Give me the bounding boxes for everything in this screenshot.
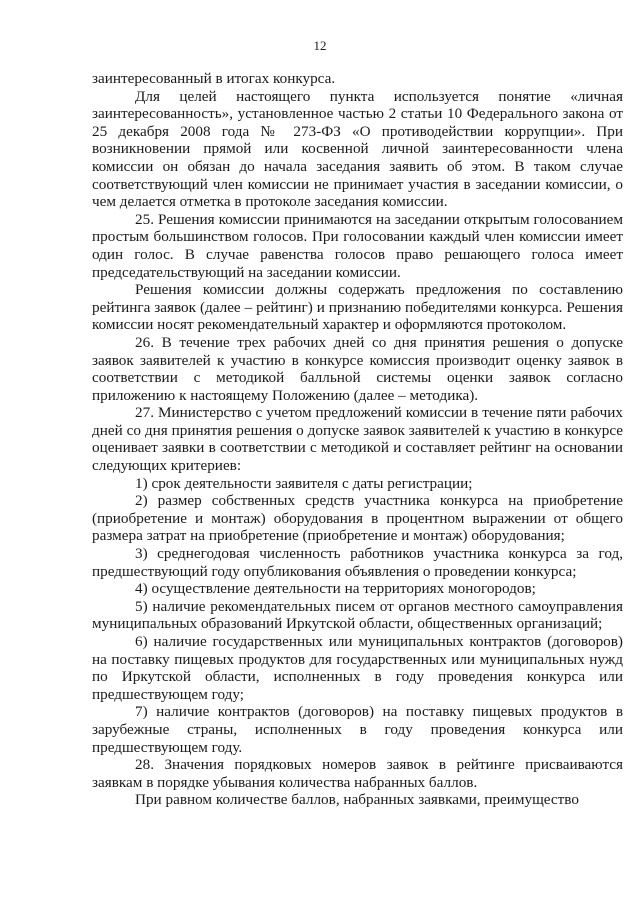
- paragraph-commission-decisions: Решения комиссии должны содержать предложения по составлению рейтинга заявок (далее – рейтинг) и признанию победителями конкурса. Решения комиссии носят рекомендательный характер и оформляются протоколом.: [92, 281, 623, 334]
- criterion-1: 1) срок деятельности заявителя с даты регистрации;: [135, 474, 473, 492]
- paragraph-item-28: 28. Значения порядковых номеров заявок в рейтинге присваиваются заявкам в порядке убывания количества набранных баллов.: [92, 756, 623, 791]
- paragraph-continuation: заинтересованный в итогах конкурса.: [92, 70, 336, 87]
- criterion-2: 2) размер собственных средств участника конкурса на приобретение (приобретение и монтаж) оборудования в процентном выражении от общего размера затрат на приобретение (приобретение и монтаж) оборудования;: [92, 492, 623, 545]
- page-number: 12: [313, 38, 327, 53]
- document-body: [92, 70, 623, 809]
- criterion-3: 3) среднегодовая численность работников участника конкурса за год, предшествующий году опубликования объявления о проведении конкурса;: [92, 545, 623, 580]
- criterion-6: 6) наличие государственных или муниципальных контрактов (договоров) на поставку пищевых продуктов для государственных или муниципальных нужд по Иркутской области, исполненных в году проведения конкурса или предшествующем году;: [92, 633, 623, 703]
- criterion-4: 4) осуществление деятельности на территориях моногородов;: [135, 580, 536, 598]
- criterion-7: 7) наличие контрактов (договоров) на поставку пищевых продуктов в зарубежные страны, исполненных в году проведения конкурса или предшествующем году.: [92, 703, 623, 756]
- paragraph-personal-interest: Для целей настоящего пункта используется понятие «личная заинтересованность», установленное частью 2 статьи 10 Федерального закона от 25 декабря 2008 года № 273-ФЗ «О противодействии коррупции». При возникновении прямой или косвенной личной заинтересованности члена комиссии он обязан до начала заседания заявить об этом. В таком случае соответствующий член комиссии не принимает участия в заседании комиссии, о чем делается отметка в протоколе заседания комиссии.: [92, 87, 623, 211]
- paragraph-item-26: 26. В течение трех рабочих дней со дня принятия решения о допуске заявок заявителей к участию в конкурсе комиссия производит оценку заявок в соответствии с методикой балльной системы оценки заявок согласно приложению к настоящему Положению (далее – методика).: [92, 333, 623, 404]
- criterion-5: 5) наличие рекомендательных писем от органов местного самоуправления муниципальных образований Иркутской области, общественных организаций;: [92, 597, 623, 633]
- paragraph-item-27: 27. Министерство с учетом предложений комиссии в течение пяти рабочих дней со дня принятия решения о допуске заявок заявителей к участию в конкурсе оценивает заявки в соответствии с методикой и составляет рейтинг на основании следующих критериев:: [92, 404, 623, 475]
- paragraph-item-25: 25. Решения комиссии принимаются на заседании открытым голосованием простым большинством голосов. При голосовании каждый член комиссии имеет один голос. В случае равенства голосов право решающего голоса имеет председательствующий на заседании комиссии.: [92, 210, 623, 281]
- paragraph-equal-scores: При равном количестве баллов, набранных заявками, преимущество: [135, 791, 579, 809]
